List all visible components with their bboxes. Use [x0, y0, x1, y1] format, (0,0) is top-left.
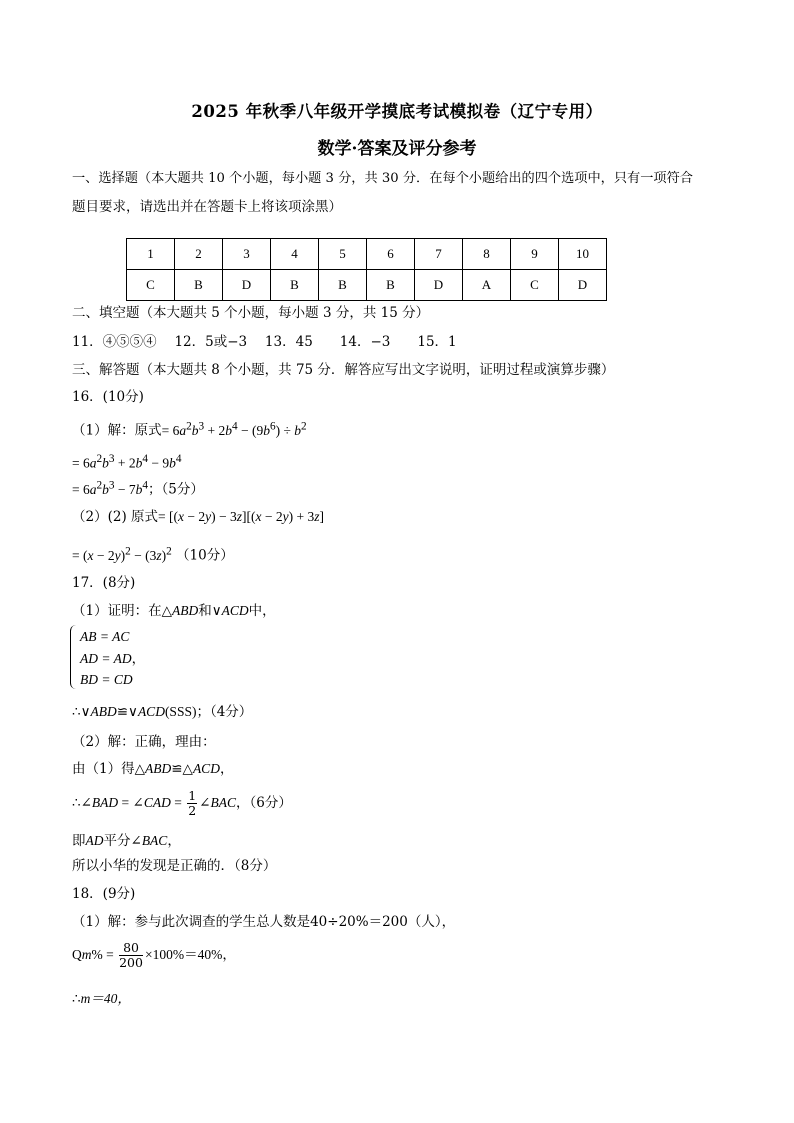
fraction-half: $\frac{1}{2}$	[188, 788, 197, 818]
q16-header: 16．(10分)	[72, 389, 144, 405]
therefore-symbol: ∴	[72, 991, 81, 1006]
table-cell: A	[463, 270, 511, 301]
table-cell: D	[415, 270, 463, 301]
table-cell: 5	[319, 239, 367, 270]
fill-blank-answers: 11．④⑤⑤④ 12．5或−3 13．45 14．−3 15．1	[72, 334, 457, 350]
table-cell: 3	[223, 239, 271, 270]
q16-part1-prefix: （1）解：原式	[72, 422, 162, 439]
answer-table-row-answers	[127, 270, 607, 301]
q16-part2-prefix: （2）(2) 原式	[72, 509, 159, 525]
q17-part2-b-prefix: 由（1）得	[72, 761, 135, 777]
section2-heading: 二、填空题（本大题共 5 个小题，每小题 3 分，共 15 分）	[72, 305, 430, 321]
table-cell: D	[223, 270, 271, 301]
q-symbol: Q	[72, 947, 82, 962]
q17-intro-c: 中，	[248, 603, 276, 619]
q16-score5: ；（5分）	[148, 481, 204, 498]
q17-score6: （6分）	[249, 795, 292, 811]
q18-part1-line3	[72, 990, 131, 1008]
q16-part1-line1: （1）解：原式= $6a^2b^3 + 2b^4 - (9b^6) \div b^2$	[72, 420, 307, 439]
q17-header: 17．(8分)	[72, 575, 136, 591]
section3-heading: 三、解答题（本大题共 8 个小题，共 75 分．解答应写出文字说明，证明过程或演算步骤）	[72, 362, 615, 378]
q17-part1-intro: （1）证明：在△ABD和∨ACD中，	[72, 603, 276, 619]
table-cell: B	[175, 270, 223, 301]
brace-icon	[70, 625, 77, 689]
q18-part1-line2: Qm% = $\frac{80}{200}$ ×100%＝40%，	[72, 940, 236, 970]
table-cell: 6	[367, 239, 415, 270]
section1-heading: 一、选择题（本大题共 10 个小题，每小题 3 分，共 30 分．在每个小题给出的四个选项中，只有一项符合	[72, 171, 693, 186]
q18-header: 18．(9分)	[72, 886, 136, 902]
q18-m-value: m＝40，	[80, 991, 131, 1006]
q17-part2-c: ∴∠BAD = ∠CAD = $\frac{1}{2}$ ∠BAC，（6分）	[72, 788, 292, 818]
page-subtitle: 数学·答案及评分参考	[317, 139, 477, 159]
table-cell: 4	[271, 239, 319, 270]
fraction-80-200	[119, 941, 143, 970]
table-cell: 8	[463, 239, 511, 270]
table-cell: 1	[127, 239, 175, 270]
table-cell: C	[511, 270, 559, 301]
q17-part2-b: 由（1）得△ABD≌△ACD，	[72, 761, 234, 777]
table-cell: 9	[511, 239, 559, 270]
page-title: 2025 年秋季八年级开学摸底考试模拟卷（辽宁专用）	[191, 102, 603, 121]
fraction-denominator: 200	[119, 955, 143, 970]
answer-table-row-numbers	[127, 239, 607, 270]
q17-part2-e: 所以小华的发现是正确的．（8分）	[72, 858, 277, 874]
q16-part1-line2: = $6a^2b^3 + 2b^4 - 9b^4$	[72, 453, 182, 471]
table-cell: B	[271, 270, 319, 301]
q17-congruence: ∴∨ABD≌∨ACD(SSS)；（4分）	[72, 704, 253, 720]
q17-part2-a: （2）解：正确，理由：	[72, 734, 216, 750]
q17-part2-d-a: 即	[72, 833, 86, 849]
table-cell: 2	[175, 239, 223, 270]
q16-score10: （10分）	[176, 547, 234, 564]
q17-condition-3: BD = CD	[80, 672, 133, 687]
section1-heading-cont: 题目要求，请选出并在答题卡上将该项涂黑）	[72, 199, 342, 215]
table-cell: C	[127, 270, 175, 301]
table-cell: 7	[415, 239, 463, 270]
q18-result: ×100%＝40%，	[144, 947, 236, 962]
q17-condition-1: AB = AC	[80, 629, 130, 644]
table-cell: B	[367, 270, 415, 301]
q17-part2-d-b: 平分	[103, 833, 131, 849]
table-cell: B	[319, 270, 367, 301]
q17-score4: ；（4分）	[196, 704, 253, 720]
q17-part2-d: 即AD平分∠BAC，	[72, 833, 181, 849]
q16-part2-line2: = $(x - 2y)^2 - (3z)^2$ （10分）	[72, 545, 234, 564]
q18-part1-line1: （1）解：参与此次调查的学生总人数是40÷20%＝200（人），	[72, 914, 456, 930]
q17-sss: (SSS)	[164, 704, 197, 719]
q17-condition-2-text: AD = AD	[80, 651, 132, 666]
table-cell: 10	[559, 239, 607, 270]
q17-condition-2: AD = AD，	[80, 651, 146, 666]
table-cell: D	[559, 270, 607, 301]
q16-part2-line1: （2）(2) 原式= [(x − 2y) − 3z][(x − 2y) + 3z]	[72, 509, 324, 525]
q16-part1-line3: = $6a^2b^3 - 7b^4$；（5分）	[72, 479, 204, 498]
q17-intro-a: （1）证明：在	[72, 603, 162, 619]
q17-intro-b: 和	[198, 603, 212, 619]
answer-table	[126, 238, 607, 301]
fraction-numerator: 80	[119, 941, 143, 956]
